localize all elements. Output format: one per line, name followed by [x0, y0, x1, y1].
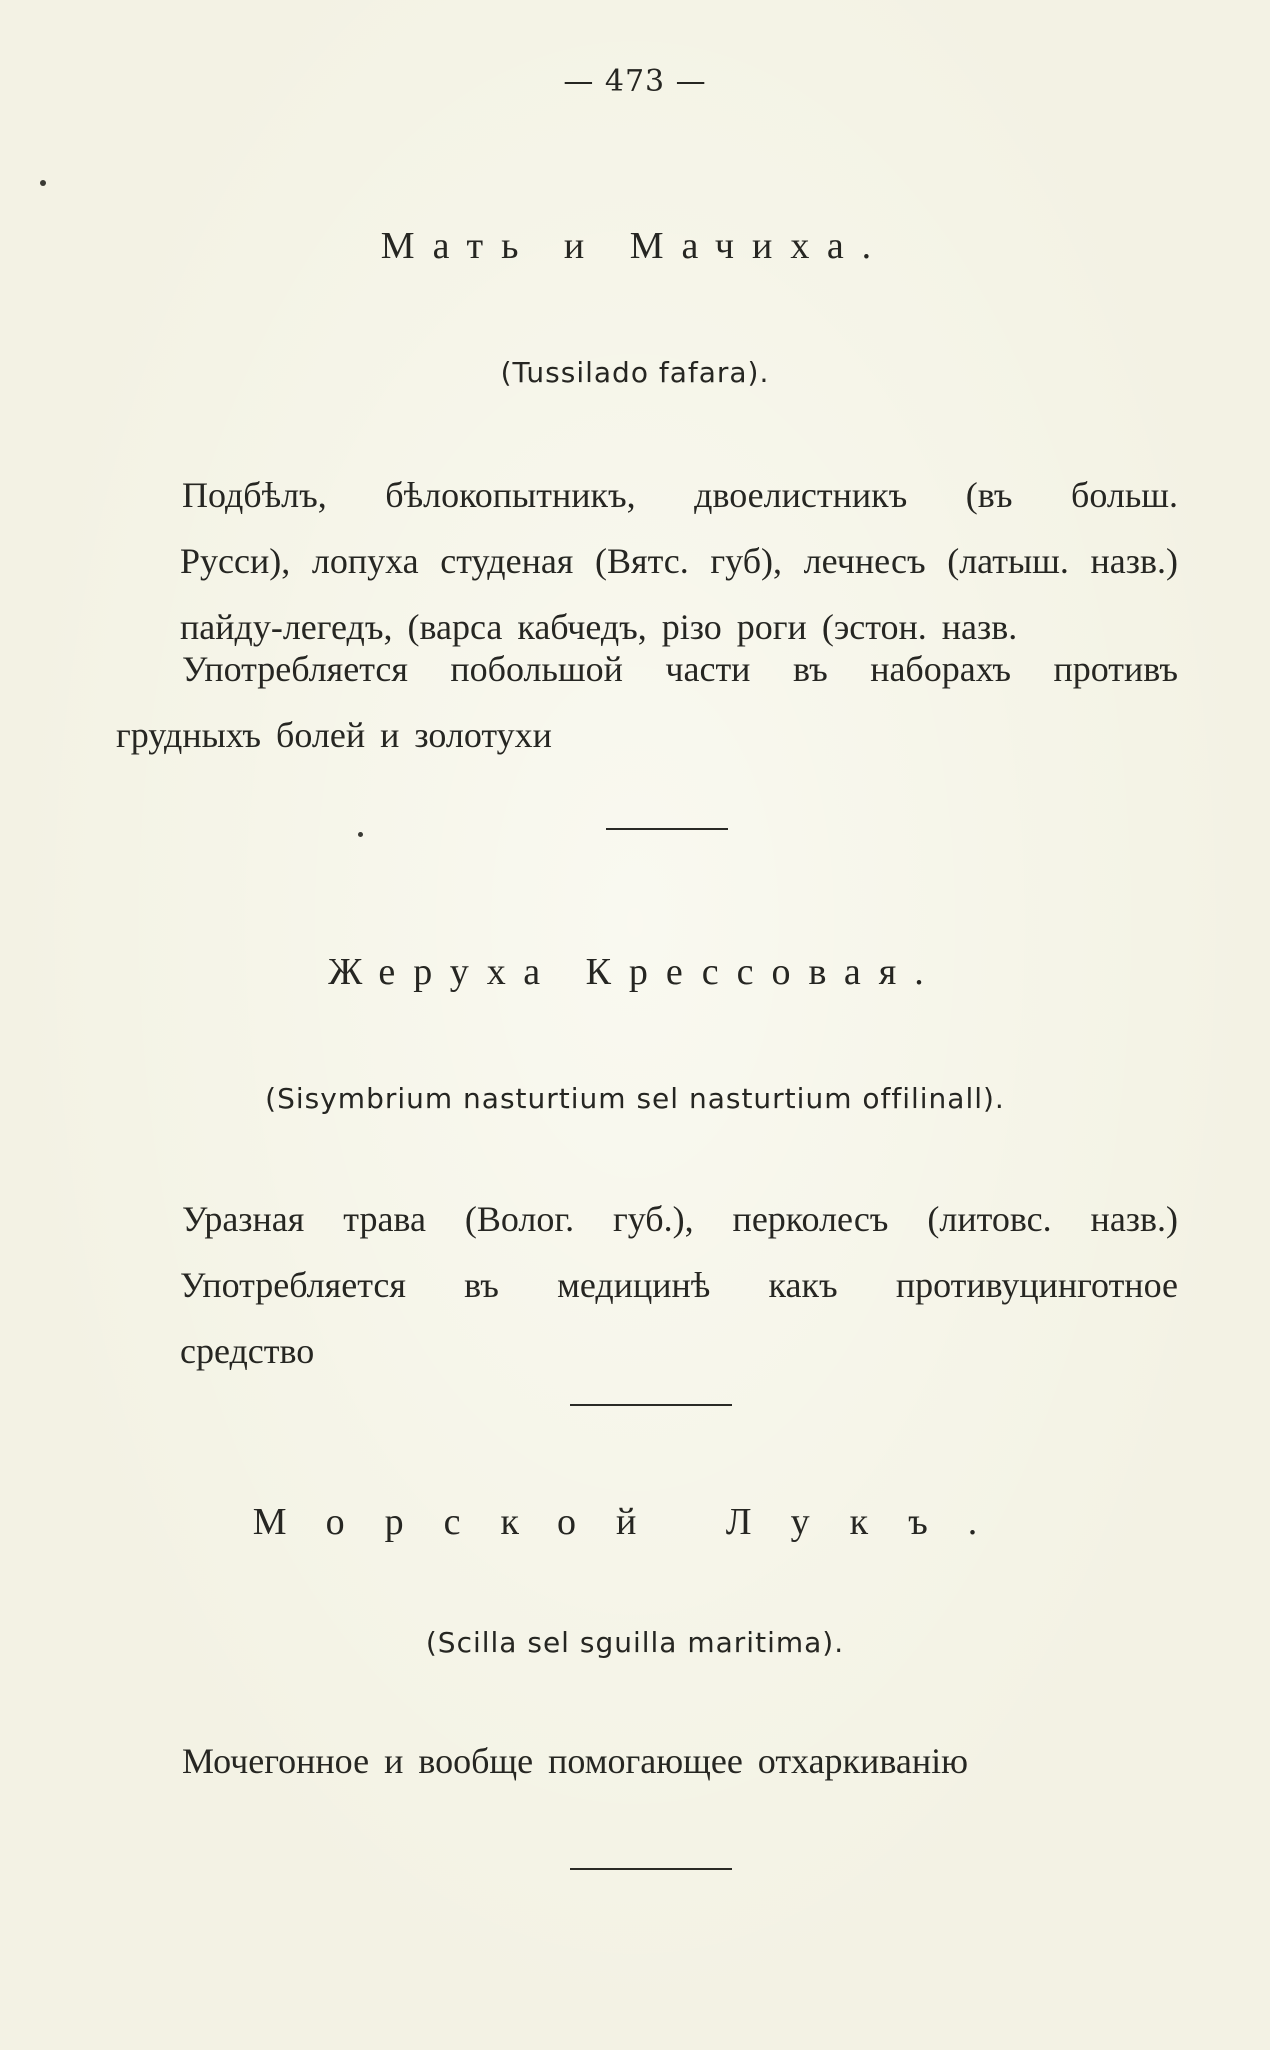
text-line: Употребляется побольшой части въ наборахъ противъ [182, 649, 1178, 689]
page-number: — 473 — [563, 64, 707, 99]
text-line: средство [180, 1331, 315, 1371]
section-latin-name-scilla: (Scilla sel sguilla maritima). [425, 1626, 845, 1659]
ink-speck [358, 832, 363, 837]
paragraph-cress [182, 1186, 1178, 1384]
section-divider [606, 828, 728, 830]
section-heading-sea-onion: Морской Лукъ. [252, 1501, 1018, 1543]
text-line: пайду-легедъ, (варса кабчедъ, pізо роги (эстон. назв. [180, 607, 1018, 647]
paragraph-sea-onion [182, 1728, 1178, 1794]
paragraph-usage-tussilago [116, 636, 1178, 768]
text-line: Подбѣлъ, бѣлокопытникъ, двоелистникъ (въ больш. [182, 475, 1178, 515]
text-line: Мочегонное и вообще помогающее отхаркиванію [182, 1741, 968, 1781]
section-divider [570, 1404, 732, 1406]
section-latin-name-sisymbrium: (Sisymbrium nasturtium sel nasturtium offilinall). [265, 1082, 1005, 1115]
text-line: Употребляется въ медицинѣ какъ противуцинготное [180, 1265, 1178, 1305]
section-latin-name-tussilago: (Tussilado fafara). [500, 356, 770, 389]
paragraph-synonyms-tussilago [182, 462, 1178, 660]
section-heading-cress: Жеруха Крессовая. [328, 951, 942, 993]
section-divider [570, 1868, 732, 1870]
text-line: грудныхъ болей и золотухи [116, 715, 552, 755]
text-line: Русси), лопуха студеная (Вятс. губ), лечнесъ (латыш. назв.) [180, 541, 1178, 581]
ink-speck [40, 180, 46, 186]
section-heading-mother-and-stepmother: Мать и Мачиха. [380, 225, 890, 267]
text-line: Уразная трава (Волог. губ.), перколесъ (литовс. назв.) [182, 1199, 1178, 1239]
